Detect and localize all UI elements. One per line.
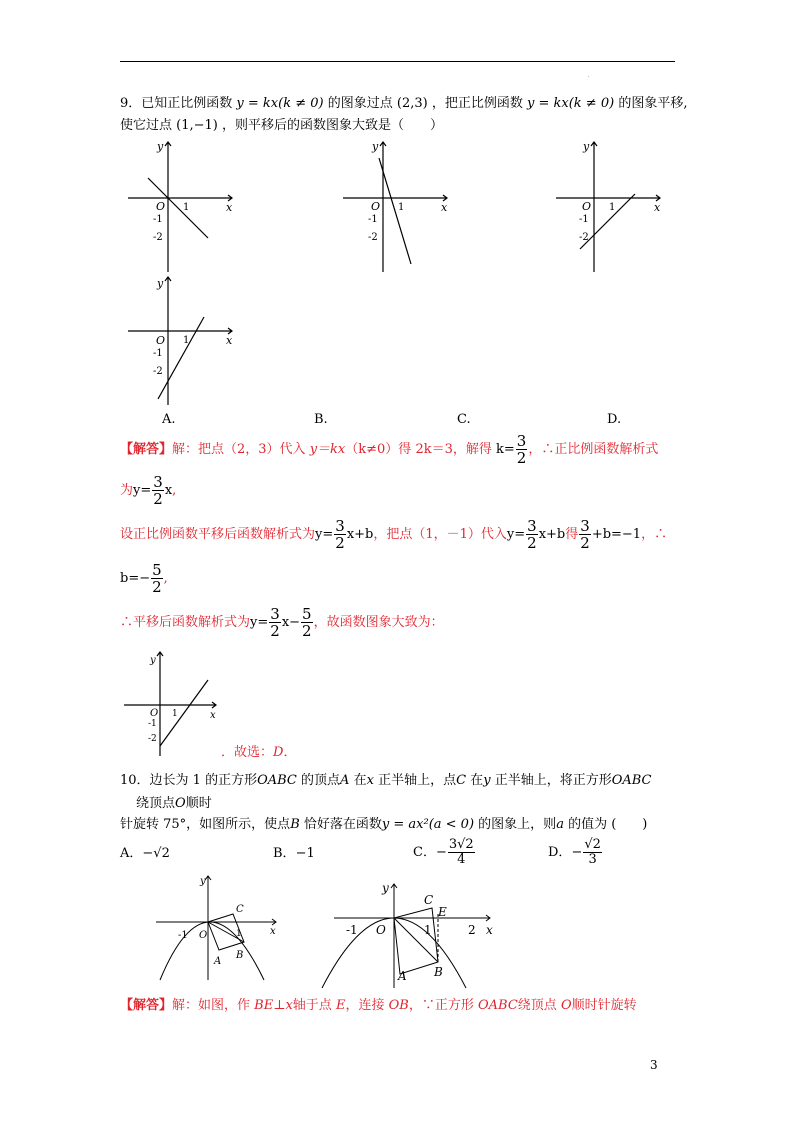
svg-text:-1: -1: [579, 214, 589, 225]
q9-graph-c: [548, 136, 668, 276]
answer-graph-line: [160, 680, 208, 746]
svg-text:x: x: [654, 201, 661, 214]
q9-answer-line2: 为y= $\frac{3}{2}$ x,: [120, 473, 177, 508]
page-number: 3: [650, 1058, 658, 1072]
q10-answer-line1: 【解答】解：如图，作 BE⊥x轴于点 E，连接 OB，∵正方形 OABC绕顶点 O顺时针旋转: [120, 998, 637, 1013]
k-fraction: $\frac{3}{2}$: [516, 432, 527, 467]
svg-text:1: 1: [424, 923, 432, 937]
tick-neg1: -1: [153, 214, 163, 225]
q9-graph-b: [335, 136, 455, 276]
origin-label: O: [156, 200, 166, 213]
q9-answer-line3: 设正比例函数平移后函数解析式为y= $\frac{3}{2}$ x+b，把点（1，－1）代入y= $\frac{3}{2}$ x+b得 $\frac{3}{2}$ +b=−1，∴: [120, 517, 668, 552]
q10-figure-large: [318, 880, 498, 990]
svg-text:1: 1: [236, 929, 242, 939]
svg-text:y: y: [150, 655, 156, 666]
svg-text:O: O: [582, 200, 592, 213]
option-d[interactable]: D.: [607, 412, 622, 427]
graph-b-line: [379, 158, 411, 264]
q9-answer-line5: ∴平移后函数解析式为y= $\frac{3}{2}$ x− $\frac{5}{2}$ ，故函数图象大致为：: [120, 605, 444, 640]
svg-text:C: C: [424, 893, 434, 907]
svg-text:x: x: [441, 201, 448, 214]
option-c[interactable]: C.: [457, 412, 471, 427]
option-a[interactable]: A.: [162, 412, 176, 427]
svg-text:E: E: [438, 905, 447, 919]
svg-text:O: O: [150, 708, 159, 719]
q9-line1: 9．已知正比例函数 y = kx(k ≠ 0) 的图象过点 (2,3) ，把正比例函数 y = kx(k ≠ 0) 的图象平移,: [120, 96, 688, 111]
tick-neg2: -2: [153, 232, 163, 243]
svg-text:-1: -1: [346, 923, 358, 937]
q9-line2: 使它过点 (1,−1) ，则平移后的函数图象大致是（ ）: [120, 118, 444, 133]
svg-text:-2: -2: [153, 366, 163, 377]
svg-text:1: 1: [398, 202, 405, 213]
svg-text:1: 1: [172, 709, 178, 719]
q10-option-d[interactable]: D．− $\frac{√2}{3}$: [548, 837, 601, 867]
q9-graph-a: [120, 136, 240, 276]
header-rule: [120, 61, 675, 62]
svg-text:O: O: [376, 923, 386, 937]
svg-text:1: 1: [609, 202, 616, 213]
svg-text:y: y: [583, 140, 590, 153]
svg-text:-1: -1: [368, 214, 378, 225]
q9-answer-conclusion: ．故选：D．: [221, 745, 297, 760]
header-mark: .: [588, 73, 590, 79]
svg-text:y: y: [372, 140, 379, 153]
svg-text:1: 1: [183, 335, 190, 346]
q10-option-c[interactable]: C．− $\frac{3√2}{4}$: [413, 837, 474, 867]
svg-text:B: B: [434, 965, 443, 979]
q10-option-a[interactable]: A．−√2: [120, 846, 170, 861]
q10-figure-small: [152, 872, 284, 984]
q10-line3: 针旋转 75°，如图所示，使点B 恰好落在函数y = ax²(a < 0) 的图象上，则a 的值为 ( ): [120, 817, 648, 832]
svg-text:O: O: [199, 930, 208, 941]
svg-text:-1: -1: [148, 719, 157, 729]
q10-line1: 10．边长为 1 的正方形OABC 的顶点A 在x 正半轴上，点C 在y 正半轴上，将正方形OABC: [120, 773, 652, 788]
svg-text:-2: -2: [579, 232, 589, 243]
svg-text:x: x: [226, 334, 233, 347]
parabola-small: [160, 922, 264, 980]
svg-text:O: O: [371, 200, 381, 213]
svg-text:-2: -2: [148, 734, 157, 744]
svg-text:y: y: [200, 876, 206, 887]
q9-answer-line1: 【解答】解：把点（2，3）代入 y＝kx（k≠0）得 2k＝3，解得 k= $\frac{3}{2}$ ，∴正比例函数解析式: [120, 432, 659, 467]
option-b[interactable]: B.: [314, 412, 328, 427]
q9-answer-graph: [120, 648, 220, 760]
axis-y-label: y: [157, 140, 164, 153]
graph-d-line: [158, 317, 204, 399]
svg-text:-1: -1: [153, 348, 163, 359]
q9-graph-d: [120, 273, 240, 413]
svg-text:A: A: [214, 956, 222, 967]
svg-text:2: 2: [468, 923, 476, 937]
svg-text:C: C: [236, 904, 244, 915]
q9-answer-line4: b=− $\frac{5}{2}$ ,: [120, 561, 168, 596]
axis-x-label: x: [226, 201, 233, 214]
svg-text:x: x: [210, 710, 216, 721]
svg-text:x: x: [270, 926, 276, 937]
svg-text:-1: -1: [178, 930, 188, 941]
svg-text:B: B: [236, 950, 244, 961]
svg-text:-2: -2: [368, 232, 378, 243]
q10-option-b[interactable]: B．−1: [273, 846, 315, 861]
svg-text:y: y: [157, 277, 164, 290]
svg-text:y: y: [382, 881, 389, 895]
svg-text:A: A: [398, 969, 407, 983]
q10-line2: 绕顶点O顺时: [136, 796, 212, 811]
tick-1: 1: [183, 202, 190, 213]
svg-text:O: O: [156, 334, 166, 347]
svg-text:x: x: [486, 923, 493, 937]
